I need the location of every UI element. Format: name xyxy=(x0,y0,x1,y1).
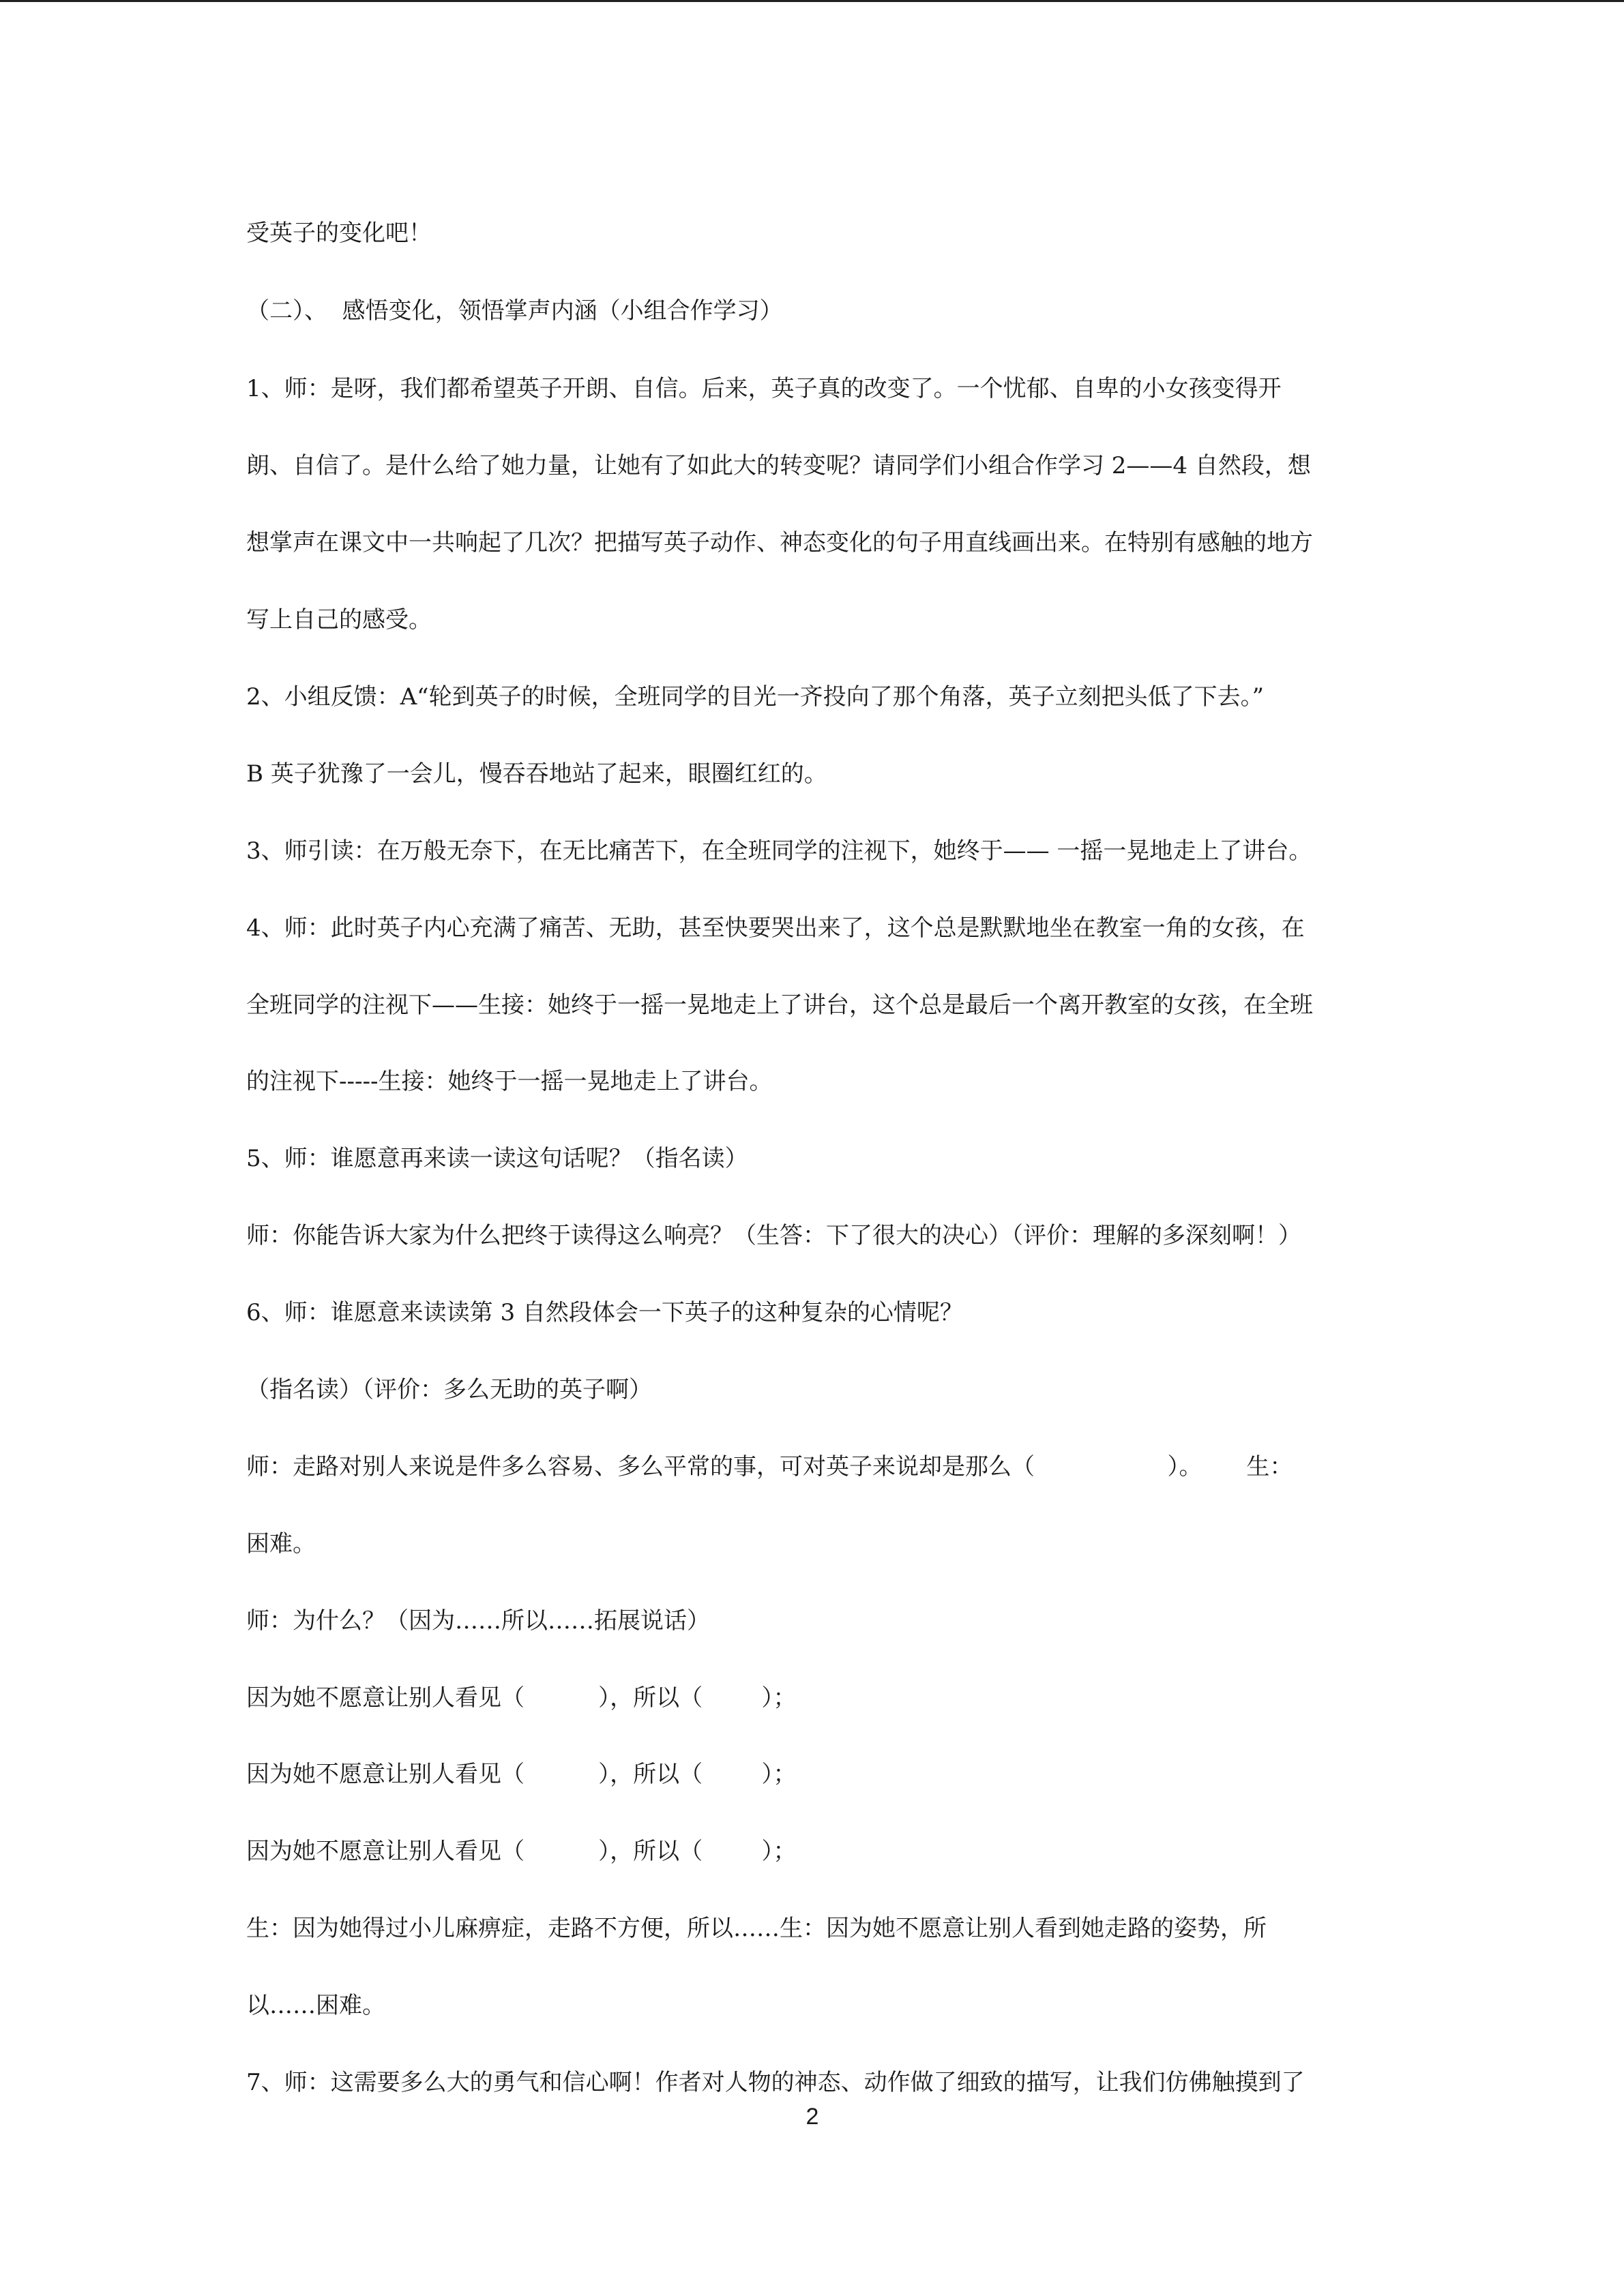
fill-in-blank-line: 因为她不愿意让别人看见（ ），所以（ ）； xyxy=(246,1761,797,1788)
page-number: 2 xyxy=(806,2104,819,2130)
text-line: B 英子犹豫了一会儿，慢吞吞地站了起来，眼圈红红的。 xyxy=(246,760,827,788)
text-line: 7、师：这需要多么大的勇气和信心啊！作者对人物的神态、动作做了细致的描写，让我们仿佛触摸到了 xyxy=(246,2069,1305,2096)
text-line: 4、师：此时英子内心充满了痛苦、无助，甚至快要哭出来了，这个总是默默地坐在教室一角的女孩，在 xyxy=(246,914,1305,942)
text-line: （指名读）（评价：多么无助的英子啊） xyxy=(246,1376,652,1403)
text-line: 写上自己的感受。 xyxy=(246,606,432,633)
text-line: 2、小组反馈：A“轮到英子的时候，全班同学的目光一齐投向了那个角落，英子立刻把头低了下去。” xyxy=(246,683,1264,711)
text-line: 师：你能告诉大家为什么把终于读得这么响亮？（生答：下了很大的决心）（评价：理解的多深刻啊！） xyxy=(246,1222,1301,1249)
text-line: 5、师：谁愿意再来读一读这句话呢？（指名读） xyxy=(246,1145,748,1172)
text-line: 1、师：是呀，我们都希望英子开朗、自信。后来，英子真的改变了。一个忧郁、自卑的小女孩变得开 xyxy=(246,375,1282,402)
text-line: 师：走路对别人来说是件多么容易、多么平常的事，可对英子来说却是那么（ ）。 生： xyxy=(246,1453,1293,1480)
text-line: 全班同学的注视下——生接：她终于一摇一晃地走上了讲台，这个总是最后一个离开教室的女孩，在全班 xyxy=(246,992,1313,1019)
fill-in-blank-line: 因为她不愿意让别人看见（ ），所以（ ）； xyxy=(246,1838,797,1865)
text-line: 困难。 xyxy=(246,1530,316,1557)
text-line: 朗、自信了。是什么给了她力量，让她有了如此大的转变呢？请同学们小组合作学习 2——4 自然段，想 xyxy=(246,452,1311,479)
text-line: 受英子的变化吧！ xyxy=(246,220,432,247)
section-heading: （二）、 感悟变化，领悟掌声内涵（小组合作学习） xyxy=(246,297,783,325)
text-line: 想掌声在课文中一共响起了几次？把描写英子动作、神态变化的句子用直线画出来。在特别有感触的地方 xyxy=(246,529,1313,556)
text-line: 3、师引读：在万般无奈下，在无比痛苦下，在全班同学的注视下，她终于—— 一摇一晃地走上了讲台。 xyxy=(246,837,1312,865)
text-line: 生：因为她得过小儿麻痹症，走路不方便，所以……生：因为她不愿意让别人看到她走路的姿势，所 xyxy=(246,1915,1267,1942)
text-line: 的注视下-----生接：她终于一摇一晃地走上了讲台。 xyxy=(246,1068,773,1095)
text-line: 以……困难。 xyxy=(246,1992,385,2019)
fill-in-blank-line: 因为她不愿意让别人看见（ ），所以（ ）； xyxy=(246,1684,797,1712)
text-line: 师：为什么？（因为……所以……拓展说话） xyxy=(246,1607,710,1635)
text-line: 6、师：谁愿意来读读第 3 自然段体会一下英子的这种复杂的心情呢？ xyxy=(246,1299,963,1326)
